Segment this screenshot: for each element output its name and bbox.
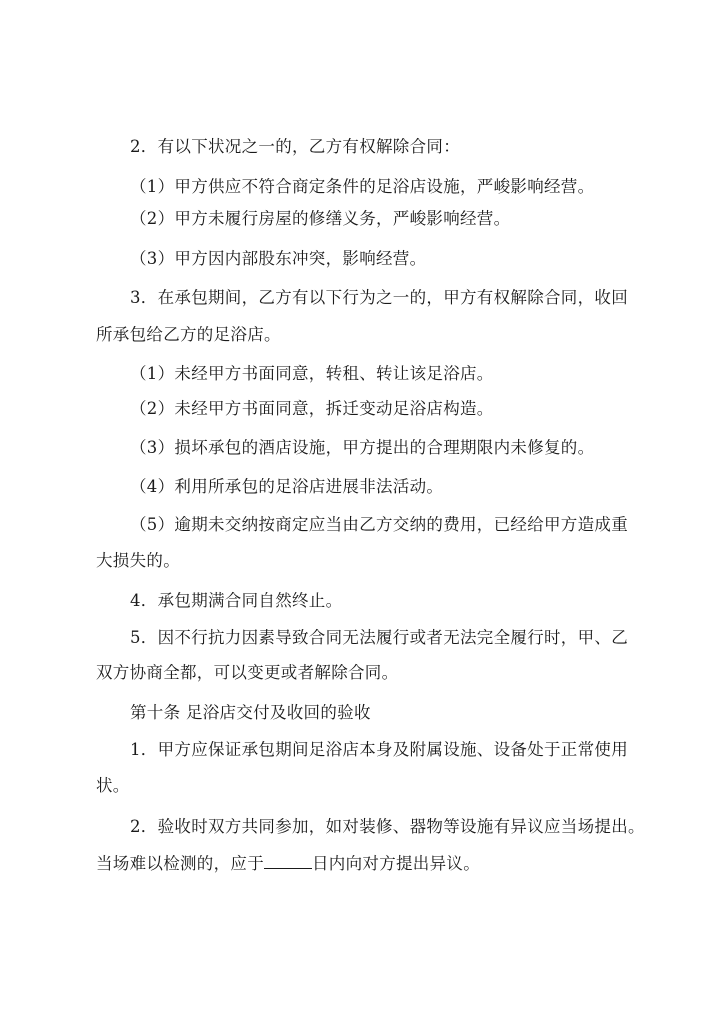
paragraph-line: 2．验收时双方共同参加，如对装修、器物等设施有异议应当场提出。: [130, 817, 645, 836]
paragraph-line: （2）甲方未履行房屋的修缮义务，严峻影响经营。: [130, 209, 511, 228]
paragraph-line: （2）未经甲方书面同意，拆迁变动足浴店构造。: [130, 399, 494, 418]
section-heading: 第十条 足浴店交付及收回的验收: [130, 703, 371, 722]
paragraph-line: 3．在承包期间，乙方有以下行为之一的，甲方有权解除合同，收回: [130, 288, 628, 307]
paragraph-line: 所承包给乙方的足浴店。: [96, 325, 281, 344]
paragraph-line-with-blank: [96, 852, 656, 875]
paragraph-line: （5）逾期未交纳按商定应当由乙方交纳的费用，已经给甲方造成重: [130, 515, 628, 534]
paragraph-line: 双方协商全都，可以变更或者解除合同。: [96, 663, 399, 682]
paragraph-line: 2．有以下状况之一的，乙方有权解除合同：: [130, 137, 460, 156]
paragraph-line: 4．承包期满合同自然终止。: [130, 591, 343, 610]
paragraph-line: （3）损坏承包的酒店设施，甲方提出的合理期限内未修复的。: [130, 438, 595, 457]
text-before-blank: 当场难以检测的，应于: [96, 854, 264, 873]
text-after-blank: 日内向对方提出异议。: [312, 854, 480, 873]
fill-in-blank: [264, 852, 312, 869]
paragraph-line: （4）利用所承包的足浴店进展非法活动。: [130, 477, 444, 496]
paragraph-line: （3）甲方因内部股东冲突，影响经营。: [130, 249, 427, 268]
paragraph-line: （1）甲方供应不符合商定条件的足浴店设施，严峻影响经营。: [130, 177, 595, 196]
paragraph-line: 1．甲方应保证承包期间足浴店本身及附属设施、设备处于正常使用: [130, 740, 628, 759]
paragraph-line: 大损失的。: [96, 551, 180, 570]
paragraph-line: 状。: [96, 776, 130, 795]
paragraph-line: 5．因不行抗力因素导致合同无法履行或者无法完全履行时，甲、乙: [130, 628, 628, 647]
paragraph-line: （1）未经甲方书面同意，转租、转让该足浴店。: [130, 364, 494, 383]
